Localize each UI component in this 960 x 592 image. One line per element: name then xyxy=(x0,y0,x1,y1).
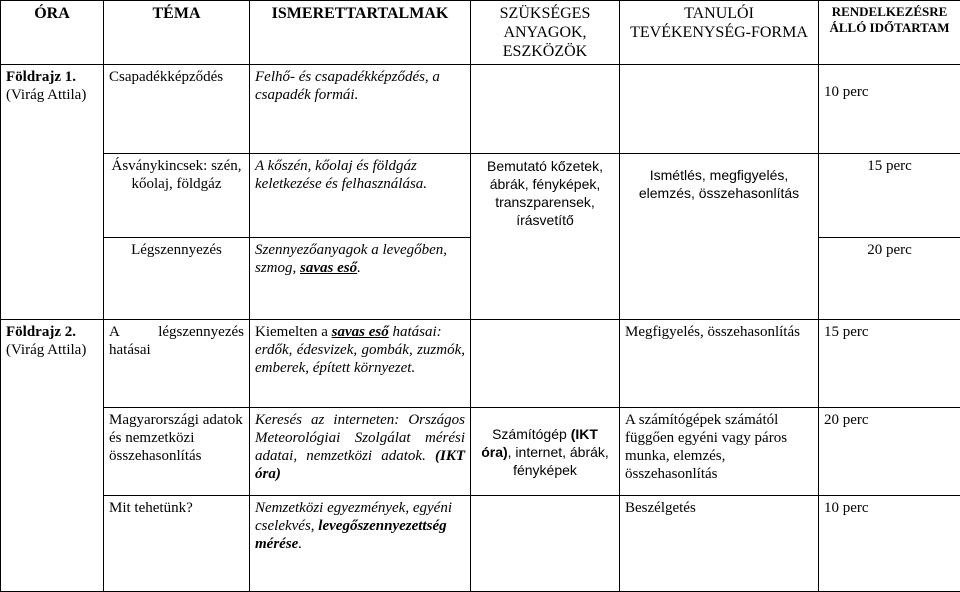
lesson2-row3-ido: 10 perc xyxy=(819,496,960,592)
lesson2-row3-tartalom-main: Nemzetközi egyezmények, egyéni cselekvés, xyxy=(255,500,452,534)
lesson1-row3-tartalom-text: Szennyezőanyagok a levegőben, szmog, xyxy=(255,242,447,276)
lesson1-row1-tema: Csapadékképződés xyxy=(104,65,250,154)
table-row xyxy=(1,65,960,154)
lesson2-row2-tema: Magyarországi adatok és nemzetközi összehasonlítás xyxy=(104,408,250,496)
lesson1-title: Földrajz 1. xyxy=(6,68,98,86)
lesson2-row1-tartalom-line1 xyxy=(255,323,465,341)
lesson2-title: Földrajz 2. xyxy=(6,323,98,341)
lesson1-row1-eszkoz xyxy=(471,65,620,154)
lesson1-teacher: (Virág Attila) xyxy=(6,86,98,104)
lesson2-row1-tema: A légszennyezés hatásai xyxy=(104,320,250,408)
table-row xyxy=(1,154,960,238)
lesson2-row2-ido: 20 perc xyxy=(819,408,960,496)
lesson2-row2-tevekenyseg: A számítógépek számától függően egyéni vagy páros munka, elemzés, összehasonlítás xyxy=(620,408,819,496)
levegoszennyezettseg-emphasis: levegőszennyezettség mérése xyxy=(255,518,447,552)
savas-eso-emphasis: savas eső xyxy=(300,260,357,276)
lesson1-ora-cell xyxy=(1,65,104,320)
lesson1-row2-tema: Ásványkincsek: szén, kőolaj, földgáz xyxy=(104,154,250,238)
lesson1-row1-tartalom: Felhő- és csapadékképződés, a csapadék formái. xyxy=(250,65,471,154)
lesson2-row2-tartalom xyxy=(250,408,471,496)
lesson2-row3-tartalom-end: . xyxy=(298,536,302,552)
lesson2-row1-tartalom-pre: Kiemelten a xyxy=(255,324,332,340)
lesson2-ora-cell xyxy=(1,320,104,592)
lesson2-row1-tartalom-rest: erdők, édesvizek, gombák, zuzmók, emberek, épített környezet. xyxy=(255,341,465,377)
lesson2-row3-tevekenyseg: Beszélgetés xyxy=(620,496,819,592)
lesson1-row2-tartalom: A kőszén, kőolaj és földgáz keletkezése és felhasználása. xyxy=(250,154,471,238)
ikt-ora-label: (IKT óra) xyxy=(481,426,598,460)
lesson1-row1-tevekenyseg xyxy=(620,65,819,154)
lesson2-row3-tema: Mit tehetünk? xyxy=(104,496,250,592)
lesson1-eszkoz-cell: Bemutató kőzetek, ábrák, fényképek, transzparensek, írásvetítő xyxy=(471,154,620,320)
lesson1-row2-ido: 15 perc xyxy=(819,154,960,238)
header-idotartam: RENDELKEZÉSRE ÁLLÓ IDŐTARTAM xyxy=(819,1,960,65)
lesson1-row3-tema: Légszennyezés xyxy=(104,238,250,320)
header-tema: TÉMA xyxy=(104,1,250,65)
lesson2-row1-ido: 15 perc xyxy=(819,320,960,408)
lesson1-row3-ido: 20 perc xyxy=(819,238,960,320)
lesson1-row3-tartalom xyxy=(250,238,471,320)
lesson2-row1-tartalom-mid: hatásai: xyxy=(389,324,442,340)
lesson2-row3-eszkoz xyxy=(471,496,620,592)
lesson2-row2-eszkoz-post: , internet, ábrák, fényképek xyxy=(508,444,609,478)
header-ora: ÓRA xyxy=(1,1,104,65)
header-eszkozok: SZÜKSÉGES ANYAGOK, ESZKÖZÖK xyxy=(471,1,620,65)
lesson1-row1-ido: 10 perc xyxy=(819,65,960,154)
lesson1-tevekenyseg-cell: Ismétlés, megfigyelés, elemzés, összehasonlítás xyxy=(620,154,819,320)
lesson2-row2-eszkoz-pre: Számítógép xyxy=(492,426,571,442)
lesson2-row1-tevekenyseg: Megfigyelés, összehasonlítás xyxy=(620,320,819,408)
table-row xyxy=(1,320,960,408)
savas-eso-emphasis: savas eső xyxy=(332,324,389,340)
lesson2-row2-eszkoz xyxy=(471,408,620,496)
ikt-ora-label: (IKT óra) xyxy=(255,448,465,482)
lesson2-row1-tartalom xyxy=(250,320,471,408)
header-row xyxy=(1,1,960,65)
table-row xyxy=(1,408,960,496)
header-tevekenyseg: TANULÓI TEVÉKENYSÉG-FORMA xyxy=(620,1,819,65)
lesson1-row3-tartalom-end: . xyxy=(357,260,361,276)
lesson2-row1-eszkoz xyxy=(471,320,620,408)
header-ismerettartalmak: ISMERETTARTALMAK xyxy=(250,1,471,65)
lesson2-row2-tartalom-main: Keresés az interneten: Országos Meteorológiai Szolgálat mérési adatai, nemzetközi adatok. xyxy=(255,412,465,464)
table-row xyxy=(1,496,960,592)
lesson2-row3-tartalom xyxy=(250,496,471,592)
lesson2-teacher: (Virág Attila) xyxy=(6,341,98,359)
